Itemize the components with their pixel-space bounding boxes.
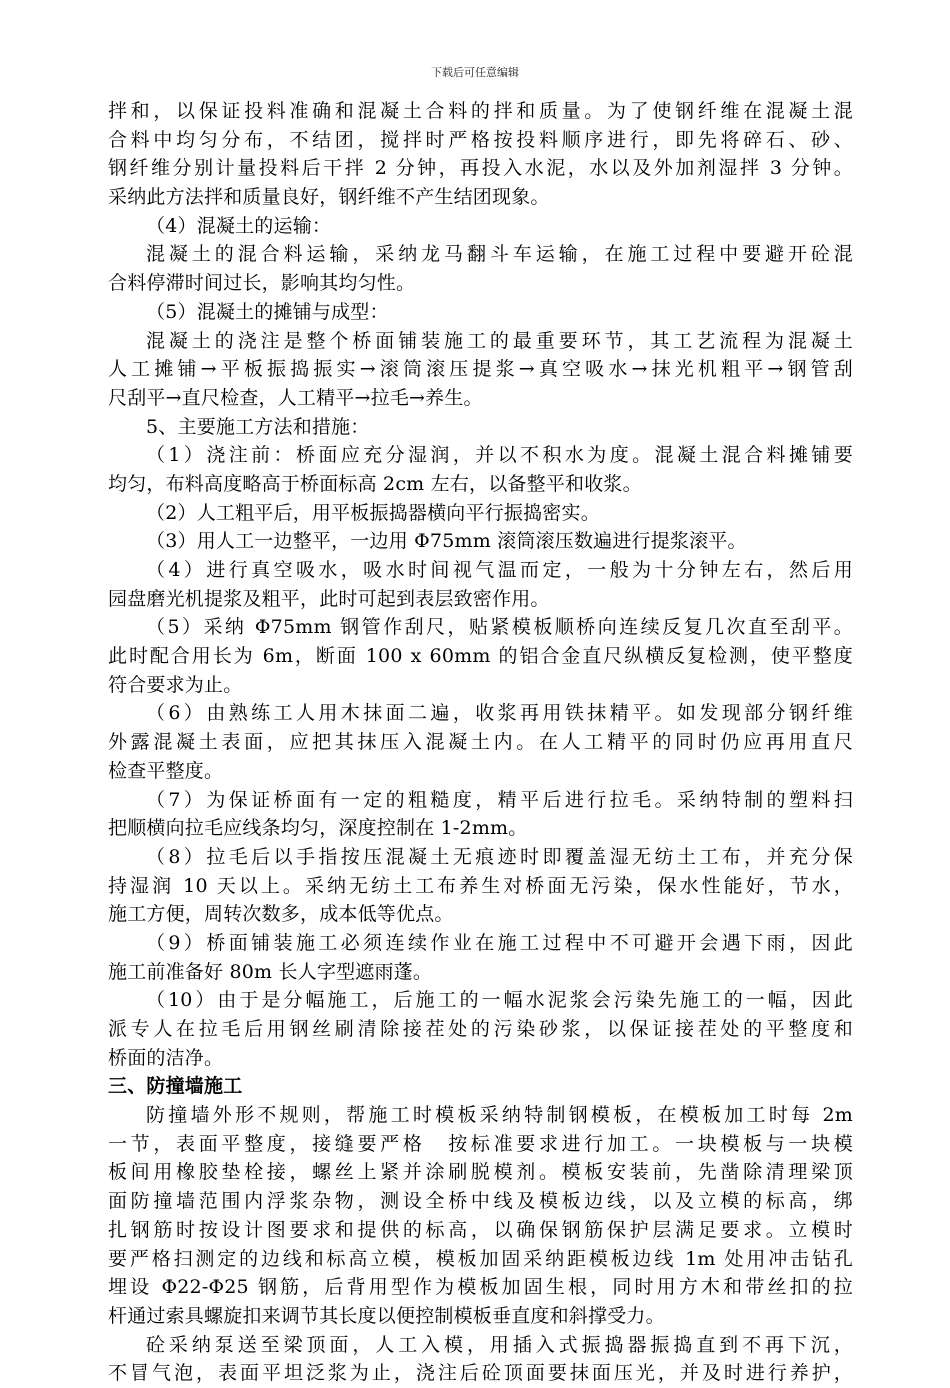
page-header: 下载后可任意编辑 (431, 66, 519, 79)
text-line: 派专人在拉毛后用钢丝刷清除接茬处的污染砂浆，以保证接茬处的平整度和 (108, 1018, 853, 1040)
text-line: 持湿润 10 天以上。采纳无纺土工布养生对桥面无污染，保水性能好，节水， (108, 874, 853, 897)
text-line: 符合要求为止。 (108, 673, 243, 696)
text-line: 砼采纳泵送至梁顶面，人工入模，用插入式振捣器振捣直到不再下沉， (146, 1333, 853, 1356)
text-line: 此时配合用长为 6m，断面 100 x 60mm 的铝合金直尺纵横反复检测，使平整度 (108, 645, 853, 668)
text-line: 一节，表面平整度，接缝要严格 按标准要求进行加工。一块模板与一块模 (108, 1132, 853, 1155)
document-body (108, 97, 853, 1388)
text-line: 合料停滞时间过长，影响其均匀性。 (108, 272, 416, 295)
text-line: （2）人工粗平后，用平板振捣器横向平行振捣密实。 (146, 501, 600, 524)
text-line: 施工前准备好 80m 长人字型遮雨蓬。 (108, 960, 433, 983)
text-line: 混凝土的浇注是整个桥面铺装施工的最重要环节，其工艺流程为混凝土 (146, 329, 853, 352)
text-line: 合料中均匀分布，不结团，搅拌时严格按投料顺序进行，即先将碎石、砂、 (108, 128, 853, 151)
text-line: 园盘磨光机提浆及粗平，此时可起到表层致密作用。 (108, 587, 550, 610)
text-line: （4）进行真空吸水，吸水时间视气温而定，一般为十分钟左右，然后用 (146, 559, 853, 581)
text-line: 采纳此方法拌和质量良好，钢纤维不产生结团现象。 (108, 186, 550, 209)
text-line: 面防撞墙范围内浮浆杂物，测设全桥中线及模板边线，以及立模的标高，绑 (108, 1190, 853, 1213)
text-line: （8）拉毛后以手指按压混凝土无痕迹时即覆盖湿无纺土工布，并充分保 (146, 845, 853, 868)
text-line: 把顺横向拉毛应线条均匀，深度控制在 1-2mm。 (108, 817, 528, 840)
text-line: 拌和，以保证投料准确和混凝土合料的拌和质量。为了使钢纤维在混凝土混 (108, 100, 853, 122)
text-line: （7）为保证桥面有一定的粗糙度，精平后进行拉毛。采纳特制的塑料扫 (146, 788, 853, 811)
text-line: 尺刮平→直尺检查，人工精平→拉毛→养生。 (108, 386, 483, 409)
text-line: 钢纤维分别计量投料后干拌 2 分钟，再投入水泥，水以及外加剂湿拌 3 分钟。 (108, 157, 853, 180)
text-line: 埋设 Φ22-Φ25 钢筋，后背用型作为模板加固生根，同时用方木和带丝扣的拉 (108, 1276, 853, 1299)
text-line: 不冒气泡，表面平坦泛浆为止，浇注后砼顶面要抹面压光，并及时进行养护， (108, 1362, 853, 1385)
text-line: 外露混凝土表面，应把其抹压入混凝土内。在人工精平的同时仍应再用直尺 (108, 731, 853, 754)
text-line: 板间用橡胶垫栓接，螺丝上紧并涂刷脱模剂。模板安装前，先凿除清理梁顶 (108, 1161, 853, 1184)
text-line: （4）混凝土的运输： (146, 214, 332, 237)
text-line: （9）桥面铺装施工必须连续作业在施工过程中不可避开会遇下雨，因此 (146, 931, 853, 954)
text-line: （5）采纳 Φ75mm 钢管作刮尺，贴紧模板顺桥向连续反复几次直至刮平。 (146, 616, 853, 639)
text-line: 要严格扫测定的边线和标高立模，模板加固采纳距模板边线 1m 处用冲击钻孔 (108, 1247, 853, 1270)
text-line: 杆通过索具螺旋扣来调节其长度以便控制模板垂直度和斜撑受力。 (108, 1304, 665, 1327)
text-line: 5、主要施工方法和措施： (146, 415, 370, 438)
text-line: （6）由熟练工人用木抹面二遍，收浆再用铁抹精平。如发现部分钢纤维 (146, 702, 853, 725)
text-line: （10）由于是分幅施工，后施工的一幅水泥浆会污染先施工的一幅，因此 (146, 989, 853, 1012)
text-line: （1）浇注前：桥面应充分湿润，并以不积水为度。混凝土混合料摊铺要 (146, 444, 853, 467)
text-line: 均匀，布料高度略高于桥面标高 2cm 左右，以备整平和收浆。 (108, 472, 642, 495)
text-line: 桥面的洁净。 (108, 1046, 224, 1069)
text-line: 检查平整度。 (108, 759, 224, 782)
text-line: 施工方便，周转次数多，成本低等优点。 (108, 903, 454, 926)
text-line: 扎钢筋时按设计图要求和提供的标高，以确保钢筋保护层满足要求。立模时 (108, 1218, 853, 1241)
text-line: 防撞墙外形不规则，帮施工时模板采纳特制钢模板，在模板加工时每 2m (146, 1104, 853, 1127)
text-line: 混凝土的混合料运输，采纳龙马翻斗车运输，在施工过程中要避开砼混 (146, 243, 853, 266)
text-line: （5）混凝土的摊铺与成型： (146, 300, 389, 323)
section-heading: 三、防撞墙施工 (108, 1075, 243, 1098)
text-line: 人工摊铺→平板振捣振实→滚筒滚压提浆→真空吸水→抹光机粗平→钢管刮 (108, 358, 853, 381)
text-line: （3）用人工一边整平，一边用 Φ75mm 滚筒滚压数遍进行提浆滚平。 (146, 530, 747, 553)
